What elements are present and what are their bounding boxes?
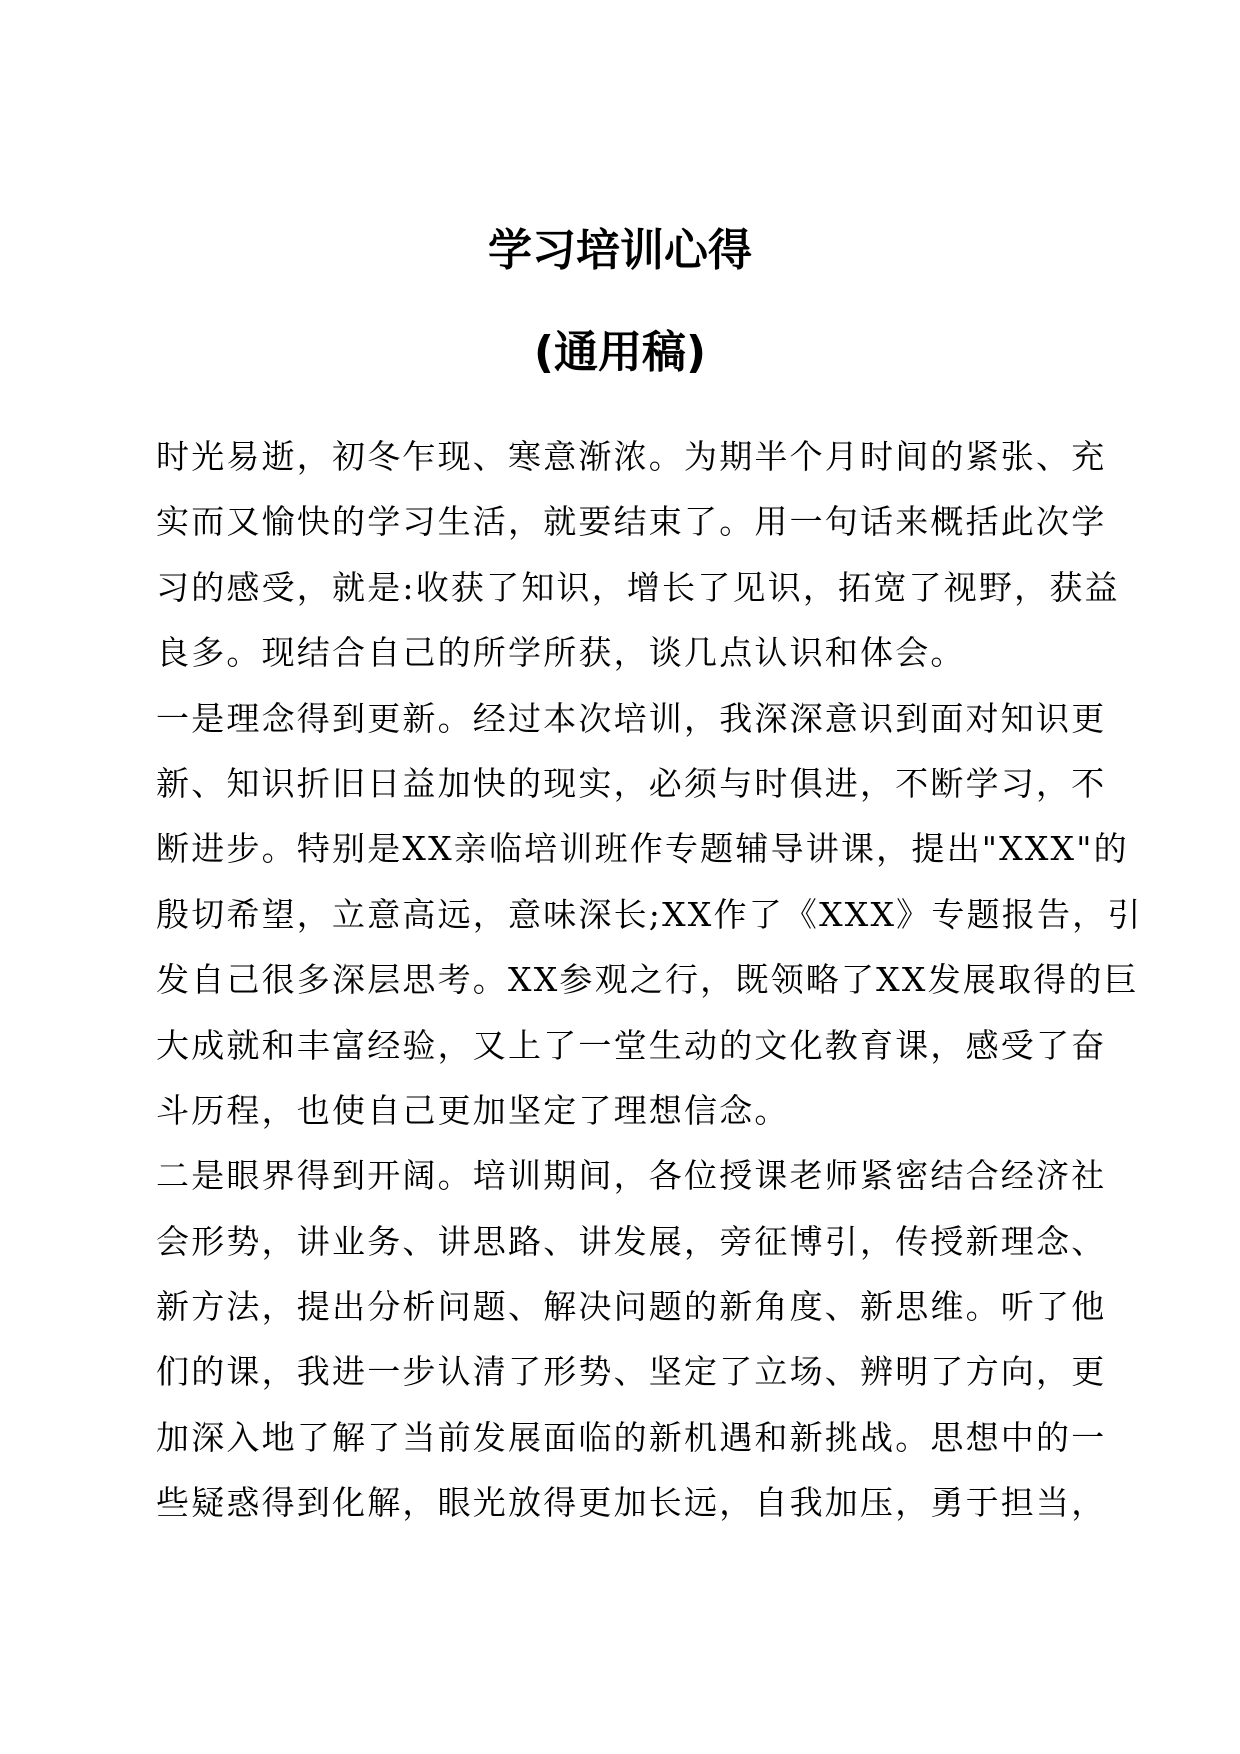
body-line: 大成就和丰富经验，又上了一堂生动的文化教育课，感受了奋 xyxy=(156,1025,1107,1065)
body-line: 殷切希望，立意高远，意味深长;XX作了《XXX》专题报告，引 xyxy=(156,894,1143,934)
body-line: 加深入地了解了当前发展面临的新机遇和新挑战。思想中的一 xyxy=(156,1417,1107,1457)
document-title: 学习培训心得 xyxy=(488,225,752,276)
document-body xyxy=(156,424,1143,1536)
body-line: 时光易逝，初冬乍现、寒意渐浓。为期半个月时间的紧张、充 xyxy=(156,437,1107,476)
body-line: 良多。现结合自己的所学所获，谈几点认识和体会。 xyxy=(156,633,966,673)
body-line: 断进步。特别是XX亲临培训班作专题辅导讲课，提出"XXX"的 xyxy=(156,829,1129,869)
body-line: 二是眼界得到开阔。培训期间，各位授课老师紧密结合经济社 xyxy=(156,1156,1107,1196)
body-line: 一是理念得到更新。经过本次培训，我深深意识到面对知识更 xyxy=(156,698,1107,738)
document-subtitle: (通用稿) xyxy=(533,327,707,378)
body-line: 新、知识折旧日益加快的现实，必须与时俱进，不断学习，不 xyxy=(156,763,1107,803)
body-line: 实而又愉快的学习生活，就要结束了。用一句话来概括此次学 xyxy=(156,502,1107,542)
body-line: 新方法，提出分析问题、解决问题的新角度、新思维。听了他 xyxy=(156,1287,1107,1327)
body-line: 斗历程，也使自己更加坚定了理想信念。 xyxy=(156,1090,790,1130)
body-line: 们的课，我进一步认清了形势、坚定了立场、辨明了方向，更 xyxy=(156,1352,1107,1392)
body-line: 些疑惑得到化解，眼光放得更加长远，自我加压，勇于担当， xyxy=(156,1483,1107,1523)
body-line: 发自己很多深层思考。XX参观之行，既领略了XX发展取得的巨 xyxy=(156,960,1139,1000)
body-line: 习的感受，就是:收获了知识，增长了见识，拓宽了视野，获益 xyxy=(156,567,1120,607)
body-line: 会形势，讲业务、讲思路、讲发展，旁征博引，传授新理念、 xyxy=(156,1221,1107,1261)
